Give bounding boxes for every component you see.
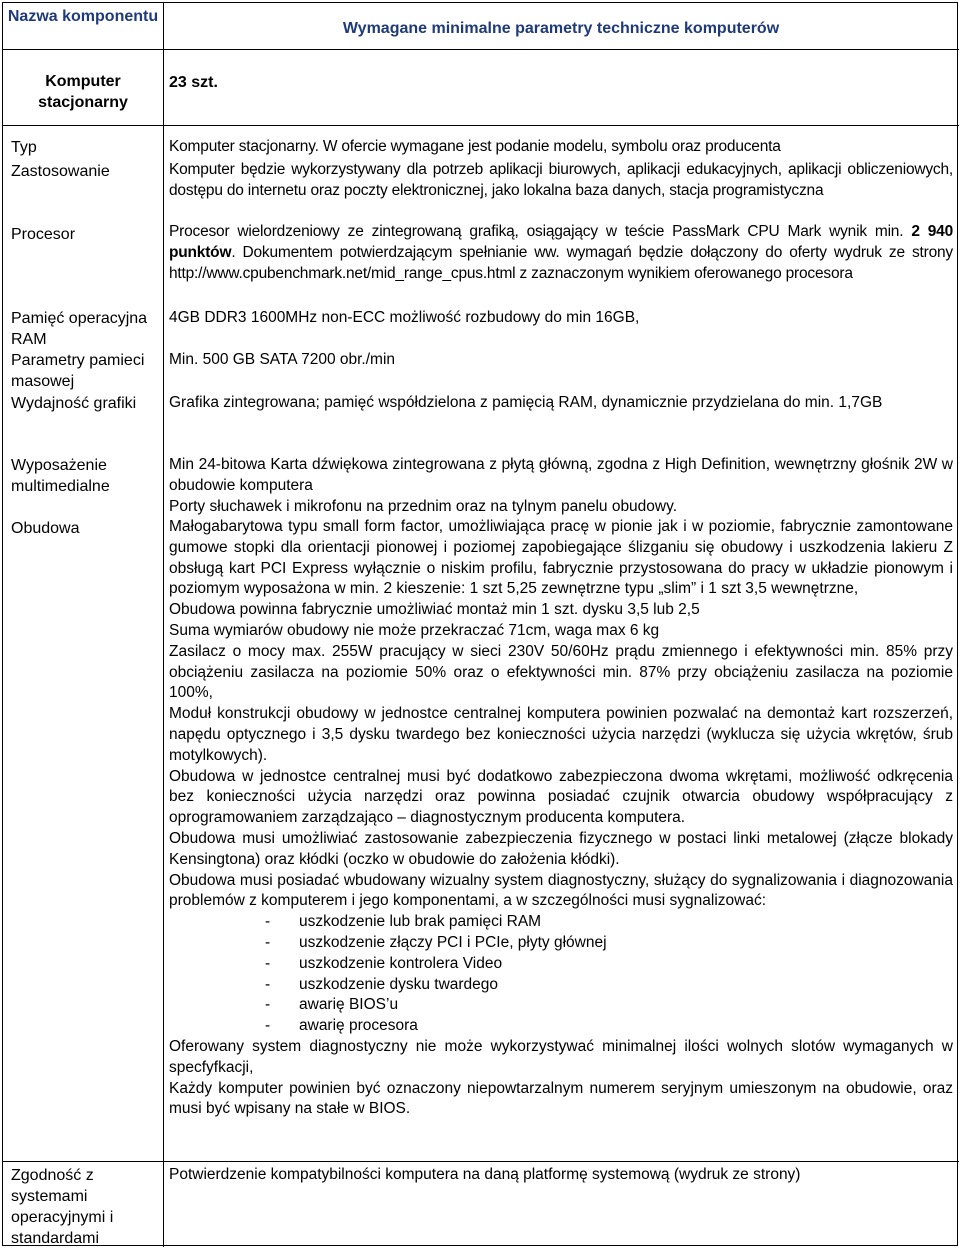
diagnostic-item: [169, 1016, 953, 1037]
label-typ: Typ: [11, 139, 37, 156]
bullet-dash: -: [265, 1017, 271, 1035]
label-multimedia: Wyposażenie multimedialne: [11, 457, 110, 495]
diagnostic-item-text: uszkodzenie lub brak pamięci RAM: [299, 913, 542, 931]
column-divider: [163, 3, 164, 1247]
value-obudowa: [169, 517, 953, 1120]
diagnostic-item: [169, 933, 953, 954]
bullet-dash: -: [265, 996, 271, 1014]
label-obudowa: Obudowa: [11, 520, 80, 537]
obudowa-p4: Zasilacz o mocy max. 255W pracujący w sieci 230V 50/60Hz prądu zmiennego i efektywności min. 85% przy obciążeniu zasilacza na poziomie 50% oraz o efektywności min. 87% przy obciążeniu zasilacza na poziomie 100%,: [169, 642, 953, 702]
label-procesor: Procesor: [11, 226, 76, 243]
diagnostic-item: [169, 912, 953, 933]
diagnostic-item: [169, 975, 953, 996]
label-grafika: Wydajność grafiki: [11, 395, 137, 412]
value-pamiec: 4GB DDR3 1600MHz non-ECC możliwość rozbudowy do min 16GB,: [169, 309, 640, 326]
bullet-dash: -: [265, 933, 271, 951]
procesor-score: 2 940 punktów: [169, 223, 953, 261]
row-divider: [3, 1161, 959, 1162]
label-pamiec-masowa: Parametry pamieci masowej: [11, 352, 145, 390]
label-pamiec: Pamięć operacyjna RAM: [11, 310, 148, 348]
header-component-name: Nazwa komponentu: [7, 8, 159, 25]
component-quantity: 23 szt.: [169, 74, 218, 91]
diagnostic-item-text: uszkodzenie złączy PCI i PCIe, płyty głównej: [299, 933, 607, 951]
obudowa-p5: Moduł konstrukcji obudowy w jednostce centralnej komputera powinien pozwalać na demontaż kart rozszerzeń, napędu optycznego i 3,5 dysku twardego bez konieczności użycia narzędzi (wyklucza się użycia wkrętów, śrub motylkowych).: [169, 705, 953, 764]
spec-table: [2, 2, 958, 1246]
obudowa-p1: Małogabarytowa typu small form factor, umożliwiająca pracę w pionie jak i w poziomie, fabrycznie zamontowane gumowe stopki dla orientacji pionowej i poziomej zapobiegające ślizganiu się obudowy i uszkodzenia lakieru Z obsługą kart PCI Express wyłącznie o niskim profilu, fabrycznie przystosowana do pracy w układzie pionowym i poziomym wyposażona w min. 2 kieszenie: 1 szt 5,25 zewnętrzne typu „slim” i 1 szt 3,5 wewnętrzne,: [169, 518, 953, 598]
value-grafika: Grafika zintegrowana; pamięć współdzielona z pamięcią RAM, dynamicznie przydzielana do min. 1,7GB: [169, 394, 883, 411]
bullet-dash: -: [265, 975, 271, 993]
value-zgodnosc: Potwierdzenie kompatybilności komputera na daną platformę systemową (wydruk ze strony): [169, 1166, 801, 1183]
value-multimedia: [169, 455, 953, 517]
obudowa-p8: Obudowa musi posiadać wbudowany wizualny system diagnostyczny, służący do sygnalizowania i diagnozowania problemów z komputerem i jego komponentami, a w szczególności musi sygnalizować:: [169, 871, 953, 910]
value-zastosowanie: Komputer będzie wykorzystywany dla potrzeb aplikacji biurowych, aplikacji edukacyjnych, aplikacji obliczeniowych, dostępu do internetu oraz poczty elektronicznej, jako lokalna baza danych, stacja programistyczna: [169, 161, 953, 199]
diagnostic-item: [169, 954, 953, 975]
header-requirements-title: Wymagane minimalne parametry techniczne komputerów: [342, 20, 780, 37]
obudowa-p10: Każdy komputer powinien być oznaczony niepowtarzalnym numerem seryjnym umieszonym na obudowie, oraz musi być wpisany na stałe w BIOS.: [169, 1079, 953, 1118]
obudowa-p9: Oferowany system diagnostyczny nie może wykorzystywać minimalnej ilości wolnych slotów wymaganych w specfyfkacji,: [169, 1037, 953, 1076]
row-divider: [3, 125, 959, 126]
obudowa-p2: Obudowa powinna fabrycznie umożliwiać montaż min 1 szt. dysku 3,5 lub 2,5: [169, 601, 700, 619]
value-pamiec-masowa: Min. 500 GB SATA 7200 obr./min: [169, 351, 396, 368]
bullet-dash: -: [265, 954, 271, 972]
obudowa-p3: Suma wymiarów obudowy nie może przekraczać 71cm, waga max 6 kg: [169, 621, 660, 639]
diagnostic-item-text: awarię BIOS’u: [299, 996, 399, 1014]
obudowa-p7: Obudowa musi umożliwiać zastosowanie zabezpieczenia fizycznego w postaci linki metalowej (złącze blokady Kensingtona) oraz kłódki (oczko w obudowie do założenia kłódki).: [169, 829, 953, 868]
diagnostic-item: [169, 995, 953, 1016]
component-name: Komputer stacjonarny: [38, 73, 128, 111]
bullet-dash: -: [265, 913, 271, 931]
diagnostic-item-text: uszkodzenie kontrolera Video: [299, 954, 503, 972]
multimedia-sound: Min 24-bitowa Karta dźwiękowa zintegrowana z płytą główną, zgodna z High Definition, wewnętrzny głośnik 2W w obudowie komputera: [169, 456, 953, 494]
procesor-text-rest: . Dokumentem potwierdzającym spełnianie ww. wymagań będzie dołączony do oferty wydruk ze strony http://www.cpubenchmark.net/mid_range_cpus.html z zaznaczonym wynikiem oferowanego procesora: [169, 243, 953, 282]
row-divider: [3, 49, 959, 50]
value-typ: Komputer stacjonarny. W ofercie wymagane jest podanie modelu, symbolu oraz producenta: [169, 138, 781, 155]
diagnostic-item-text: uszkodzenie dysku twardego: [299, 975, 499, 993]
procesor-text: Procesor wielordzeniowy ze zintegrowaną grafiką, osiągający w teście PassMark CPU Mark wynik min.: [169, 223, 912, 240]
multimedia-ports: Porty słuchawek i mikrofonu na przednim oraz na tylnym panelu obudowy.: [169, 497, 678, 515]
value-procesor: [169, 222, 953, 284]
diagnostic-list: [169, 912, 953, 1037]
label-zgodnosc: Zgodność z systemami operacyjnymi i standardami: [11, 1167, 114, 1247]
label-zastosowanie: Zastosowanie: [11, 163, 110, 180]
diagnostic-item-text: awarię procesora: [299, 1017, 418, 1035]
obudowa-p6: Obudowa w jednostce centralnej musi być dodatkowo zabezpieczona dwoma wkrętami, możliwość odkręcenia bez konieczności użycia narzędzi oraz powinna posiadać czujnik otwarcia obudowy współpracujący z oprogramowaniem zarządzająco – diagnostycznym producenta komputera.: [169, 767, 953, 827]
